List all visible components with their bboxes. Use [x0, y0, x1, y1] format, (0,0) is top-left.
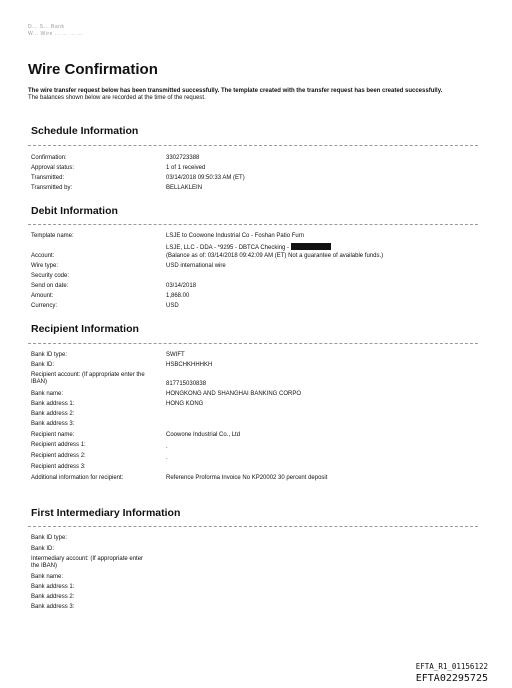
- row-value: 03/14/2018 09:50:33 AM (ET): [166, 175, 245, 181]
- row-value: .: [166, 444, 168, 450]
- section-divider: [28, 343, 478, 344]
- row-label: Bank address 3:: [31, 421, 75, 427]
- row-value: HSBCHKHHHKH: [166, 362, 213, 368]
- bank-header: [28, 24, 83, 38]
- row-label: Approval status:: [31, 165, 75, 171]
- intro-bold-text: The wire transfer request below has been transmitted successfully. The template created with the transfer request has been created successfully.: [28, 88, 443, 94]
- row-label: Bank ID:: [31, 546, 55, 552]
- section-title-intermediary: First Intermediary Information: [31, 507, 181, 519]
- row-label: Recipient name:: [31, 432, 75, 438]
- row-label: Bank ID:: [31, 362, 55, 368]
- row-label: Bank name:: [31, 574, 64, 580]
- row-value: USD international wire: [166, 263, 226, 269]
- row-value: SWIFT: [166, 352, 185, 358]
- row-label: Wire type:: [31, 263, 59, 269]
- account-line: [166, 243, 331, 252]
- row-label: Confirmation:: [31, 155, 67, 161]
- row-label: Bank ID type:: [31, 352, 68, 358]
- section-divider: [28, 526, 478, 527]
- row-label: Transmitted by:: [31, 185, 73, 191]
- bank-header-line-2: W... Wire ... ... ... ...: [28, 31, 84, 37]
- row-value: LSJE to Coowone Industrial Co - Foshan Patio Furn: [166, 233, 305, 239]
- balance-note: (Balance as of: 03/14/2018 09:42:09 AM (ET) Not a guarantee of available funds.): [166, 253, 384, 259]
- row-label: Bank address 3:: [31, 604, 75, 610]
- section-divider: [28, 224, 478, 225]
- footer-id-primary: EFTA_R1_01156122: [415, 662, 488, 671]
- row-label: Bank address 2:: [31, 594, 75, 600]
- page-title: Wire Confirmation: [28, 61, 158, 78]
- row-label: Recipient account: (If appropriate enter the IBAN): [31, 372, 145, 385]
- row-value: 817715030838: [166, 381, 207, 387]
- row-label: Template name:: [31, 233, 74, 239]
- row-label: Bank address 2:: [31, 411, 75, 417]
- row-value: 1,868.00: [166, 293, 190, 299]
- row-label: Recipient address 3:: [31, 464, 86, 470]
- section-divider: [28, 145, 478, 146]
- row-value: 1 of 1 received: [166, 165, 206, 171]
- row-value: 03/14/2018: [166, 283, 197, 289]
- row-label: Bank address 1:: [31, 401, 75, 407]
- row-label: Recipient address 2:: [31, 453, 86, 459]
- row-value: Reference Proforma Invoice No KP20002 30 percent deposit: [166, 475, 328, 481]
- row-value: .: [166, 455, 168, 461]
- section-title-recipient: Recipient Information: [31, 323, 139, 335]
- row-value: Coowone Industrial Co., Ltd: [166, 432, 241, 438]
- row-label: Account:: [31, 253, 55, 259]
- row-label: Bank name:: [31, 391, 64, 397]
- row-value: HONG KONG: [166, 401, 204, 407]
- row-label: Intermediary account: (If appropriate enter the IBAN): [31, 556, 144, 569]
- row-label: Bank address 1:: [31, 584, 75, 590]
- row-label: Security code:: [31, 273, 70, 279]
- footer-id-secondary: EFTA02295725: [415, 673, 488, 684]
- intro-normal-text: The balances shown below are recorded at the time of the request.: [28, 95, 206, 101]
- bank-header-line-1: D... S... Bank: [28, 24, 65, 30]
- row-label: Additional information for recipient:: [31, 475, 124, 481]
- row-label: Amount:: [31, 293, 54, 299]
- row-value: HONGKONG AND SHANGHAI BANKING CORPO: [166, 391, 302, 397]
- intro-text: [28, 88, 448, 102]
- section-title-debit: Debit Information: [31, 205, 118, 217]
- redaction-box: [291, 243, 331, 250]
- row-label: Currency:: [31, 303, 58, 309]
- row-value: 3302723388: [166, 155, 200, 161]
- section-title-schedule: Schedule Information: [31, 125, 139, 137]
- row-value: USD: [166, 303, 179, 309]
- row-value: BELLAKLEIN: [166, 185, 203, 191]
- row-label: Transmitted:: [31, 175, 65, 181]
- row-label: Recipient address 1:: [31, 442, 86, 448]
- row-label: Send on date:: [31, 283, 69, 289]
- row-label: Bank ID type:: [31, 535, 68, 541]
- account-line-text: LSJE, LLC - DDA - *9295 - DBTCA Checking -: [166, 245, 290, 251]
